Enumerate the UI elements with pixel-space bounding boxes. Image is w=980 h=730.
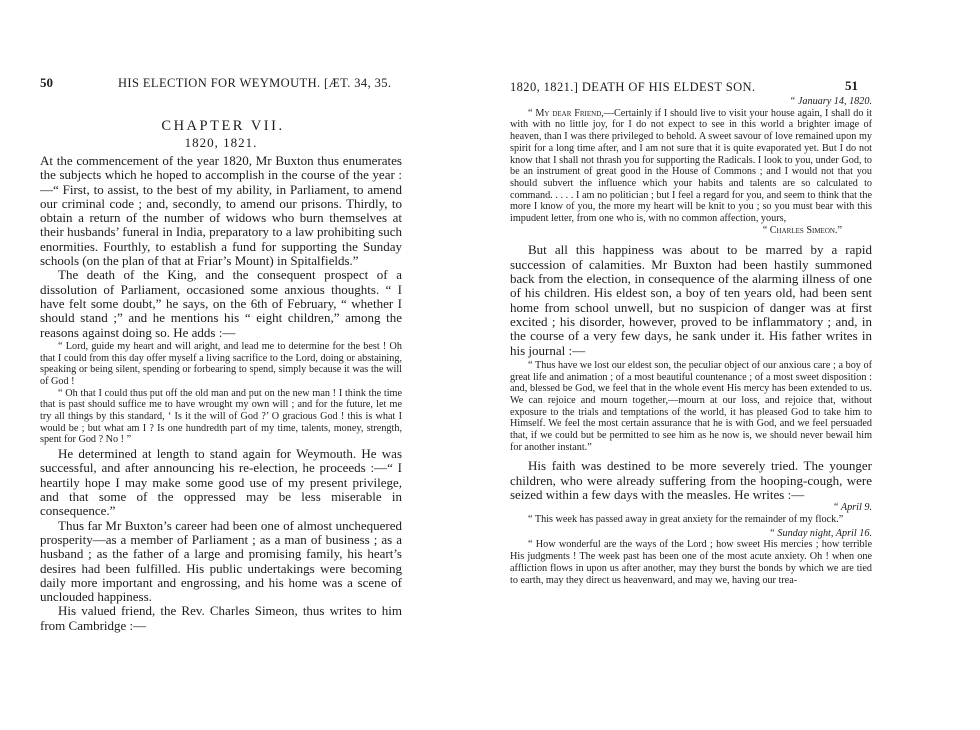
paragraph-calamities: But all this happiness was about to be marred by a rapid succession of calamities. Mr Buxton had been hastily summoned back from the election, in consequence of the alarming illness of one of his children. His eldest son, a boy of ten years old, had been sent home from school unwell, but no suspicion of danger was at first excited ; his disorder, however, proved to be inflammatory ; and, in the course of a very few days, he sank under it. His father writes in his journal :—: [510, 242, 872, 358]
paragraph-simeon-intro: His valued friend, the Rev. Charles Simeon, thus writes to him from Cambridge :—: [40, 603, 402, 633]
april-16-entry: “ How wonderful are the ways of the Lord ; how sweet His mercies ; how terrible His judgments ! The week past has been one of the most acute anxiety. Oh ! when one affliction flows in upon us after another, may they burst the bonds by which we are tied to earth, may they direct us heavenward, and may we, having our trea-: [510, 539, 872, 586]
chapter-title: CHAPTER VII.: [161, 118, 285, 134]
april-16-date: “ Sunday night, April 16.: [769, 527, 872, 539]
paragraph-faith-tried: His faith was destined to be more severely tried. The younger children, who were already suffering from the hooping-cough, were seized within a few days with the measles. He writes :—: [510, 458, 872, 503]
paragraph-intro: At the commencement of the year 1820, Mr Buxton thus enumerates the subjects which he hoped to accomplish in the course of the year :—“ First, to assist, to the best of my ability, in Parliament, to amend our criminal code ; and, secondly, to amend our prisons. Thirdly, to obtain a return of the number of widows who burn themselves at their husbands’ funeral in India, preparatory to a law prohibiting such enormities. Fourthly, to establish a fund for supporting the Sunday schools (on the plan of that at Friar’s Mount) in Spitalfields.”: [40, 153, 402, 269]
april-9-date: “ April 9.: [832, 502, 872, 514]
right-text-column: [510, 96, 872, 586]
left-text-column: [40, 118, 402, 633]
simeon-letter: [510, 108, 872, 225]
right-page: [490, 0, 980, 730]
paragraph-death-of-king: The death of the King, and the consequent prospect of a dissolution of Parliament, occasioned some anxious thoughts. “ I have felt some doubt,” he says, on the 6th of February, “ whether I should stand ;” and he mentions his “ eight children,” among the reasons against doing so. He adds :—: [40, 267, 402, 340]
april-9-entry: “ This week has passed away in great anxiety for the remainder of my flock.”: [528, 514, 844, 526]
letter-date: “ January 14, 1820.: [789, 96, 872, 107]
chapter-years: 1820, 1821.: [184, 135, 258, 150]
right-page-number: 51: [845, 78, 858, 93]
letter-signature: “ Charles Simeon.”: [762, 224, 842, 236]
left-page-number: 50: [40, 75, 53, 90]
letter-salutation: “ My dear Friend,: [528, 107, 604, 119]
quote-prayer-1: “ Lord, guide my heart and will aright, and lead me to determine for the best ! Oh that I could from this day offer myself a living sacrifice to the Lord, doing or abstaining, speaking or being silent, spending or forbearing to spend, simply because it was the will of God !: [40, 340, 402, 387]
letter-body: —Certainly if I should live to visit your house again, I shall do it with with no little joy, for I do not expect to see in this world a brighter image of heaven, than I was there privileged to behold. A sweet savour of love remained upon my spirit for a long time after, and I am not sure that it is quite evaporated yet. But I do not know that I shall not thrash you for supporting the Radicals. I look to you, under God, to be an instrument of great good in the House of Commons ; and I would not that you should subvert the influence which your habits and talents are so calculated to command. . . . . I am no politician ; but I feel a regard for you, and seem to think that the more I know of you, the more my heart will be knit to you ; so you must bear with this impudent letter, from one who is, with no common affection, yours,: [510, 107, 872, 225]
paragraph-prosperity: Thus far Mr Buxton’s career had been one of almost unchequered prosperity—as a member of Parliament ; as a man of business ; as a husband ; as the father of a large and promising family, his heart’s desires had been fulfilled. His public undertakings were becoming daily more important and engrossing, and his home was a scene of unclouded happiness.: [40, 517, 402, 605]
quote-prayer-2: “ Oh that I could thus put off the old man and put on the new man ! I think the time that is past should suffice me to have wrought my own will ; and for the future, let me try all things by this standard, ‘ Is it the will of God ?’ O gracious God ! this is what I would be ; but what am I ? Is one hundredth part of my time, talents, money, strength, spent for God ? No ! ”: [40, 387, 402, 446]
journal-quote: “ Thus have we lost our eldest son, the peculiar object of our anxious care ; a boy of great life and animation ; of a most beautiful countenance ; of a most sweet disposition : and, blessed be God, we feel that in the whole event His mercy has been extended to us. We can rejoice and mourn together,—mourn at our loss, and rejoice that, without exposure to the trials and temptations of the world, it has pleased God to take him to Himself. We feel the most certain assurance that he is with God, and we feel persuaded that, if we could but be permitted to see him as he now is, we should never bewail him for another instant.”: [510, 359, 872, 453]
paragraph-weymouth: He determined at length to stand again for Weymouth. He was successful, and after announcing his re-election, he proceeds :—“ I heartily hope I may make some good use of my present privilege, and that some of the oppressed may be less miserable in consequence.”: [40, 446, 402, 519]
right-running-head: 1820, 1821.] DEATH OF HIS ELDEST SON.: [510, 80, 756, 94]
left-running-head: HIS ELECTION FOR WEYMOUTH. [ÆT. 34, 35.: [118, 76, 392, 90]
